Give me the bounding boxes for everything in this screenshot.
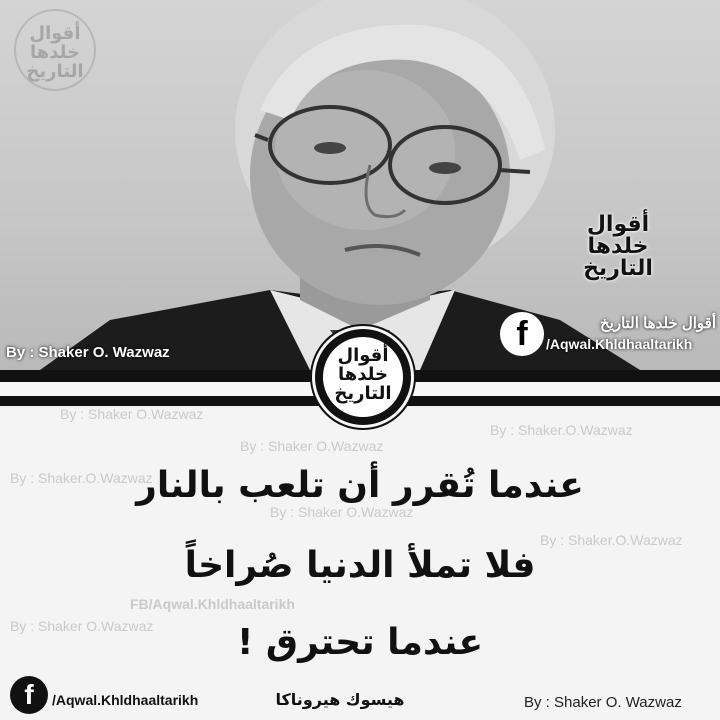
bottom-credit: By : Shaker O. Wazwaz (524, 694, 682, 711)
watermark-text: By : Shaker O.Wazwaz (270, 504, 414, 520)
watermark-logo-topleft (15, 25, 95, 82)
center-logo-line1: أقوال (337, 345, 389, 366)
watermark-logo-line3: التاريخ (26, 60, 84, 82)
photo-credit: By : Shaker O. Wazwaz (6, 344, 170, 361)
watermark-text: By : Shaker.O.Wazwaz (10, 470, 153, 486)
facebook-handle-top[interactable]: /Aqwal.Khldhaaltarikh (546, 336, 693, 352)
watermark-text: By : Shaker O.Wazwaz (240, 438, 384, 454)
logo-right-line2: خلدها (587, 234, 649, 259)
quote-line-3: عندما تحترق ! (236, 622, 484, 663)
watermark-text: By : Shaker O.Wazwaz (60, 408, 204, 422)
watermark-text: By : Shaker O.Wazwaz (10, 618, 154, 634)
watermark-logo-line2: خلدها (30, 41, 80, 63)
center-logo-face (323, 337, 403, 417)
center-logo-line3: التاريخ (334, 382, 392, 404)
facebook-page-name: أقوال خلدها التاريخ (599, 315, 716, 332)
quote-line-2: فلا تملأ الدنيا صُراخاً (184, 545, 536, 586)
watermark-text: By : Shaker.O.Wazwaz (490, 422, 633, 438)
logo-right (572, 214, 664, 294)
logo-right-line3: التاريخ (583, 256, 653, 281)
facebook-handle-bottom[interactable]: /Aqwal.Khldhaaltarikh (52, 692, 199, 708)
center-logo-line2: خلدها (338, 363, 388, 385)
center-logo (312, 326, 414, 428)
facebook-icon[interactable]: f (500, 312, 544, 356)
logo-right-line1: أقوال (586, 212, 650, 237)
quote-line-1: عندما تُقرر أن تلعب بالنار (136, 465, 584, 506)
facebook-icon-bottom[interactable]: f (10, 676, 48, 714)
watermark-fb-text: FB/Aqwal.Khldhaaltarikh (130, 596, 295, 612)
watermark-text: By : Shaker.O.Wazwaz (540, 532, 683, 548)
quote-author: هيسوك هيروناكا (275, 690, 405, 709)
watermark-logo-line1: أقوال (29, 23, 81, 44)
